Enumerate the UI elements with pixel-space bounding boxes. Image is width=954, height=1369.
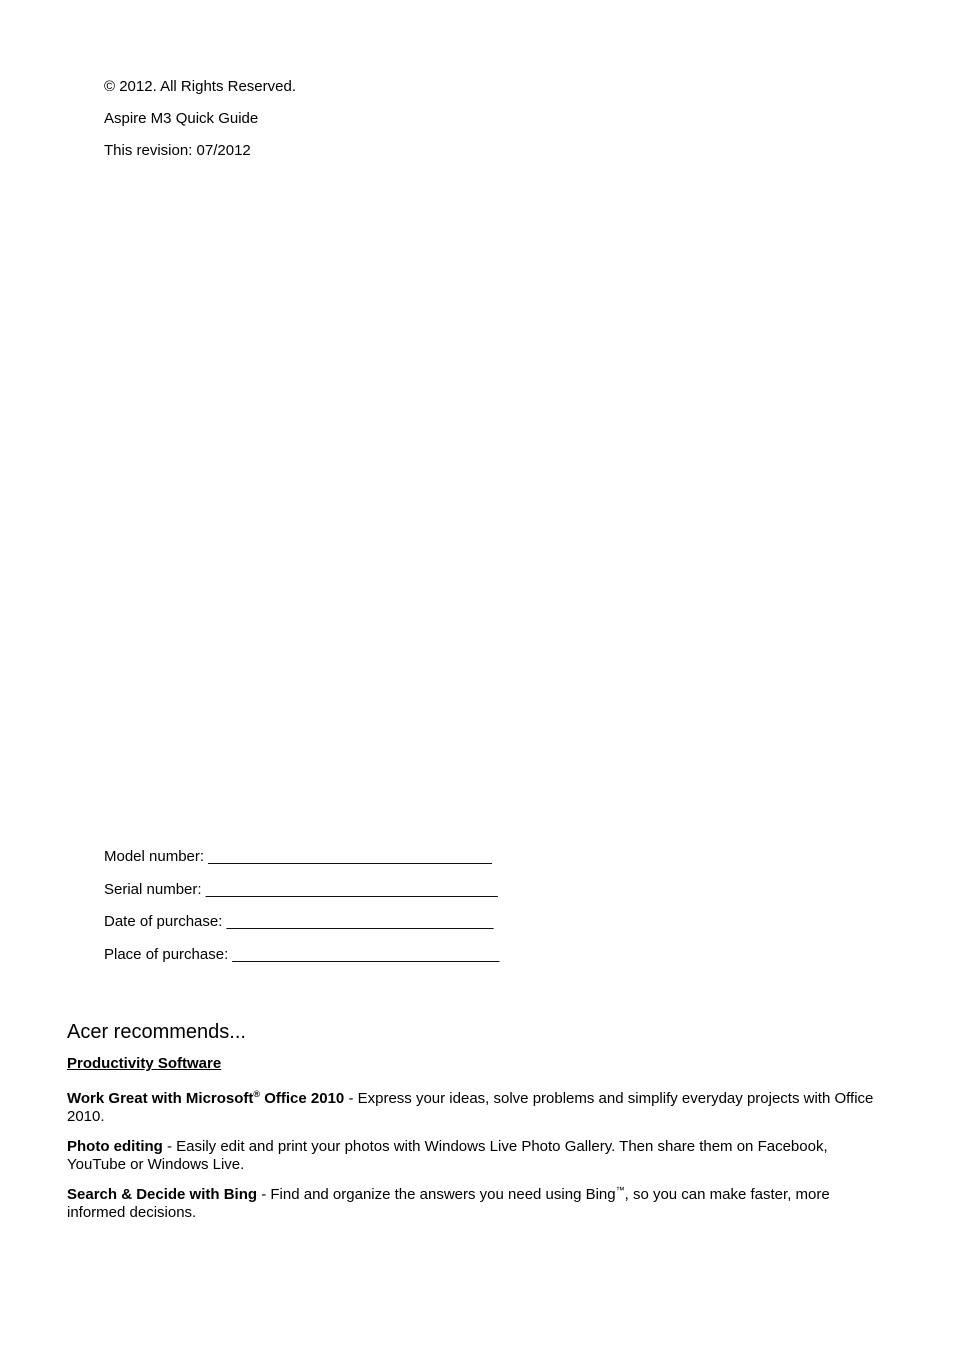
model-number-field: Model number: __________________________________ [104, 848, 492, 865]
copyright-notice: © 2012. All Rights Reserved. [104, 78, 296, 95]
registered-mark: ® [253, 1089, 261, 1099]
recommendation-text: - Express your ideas, solve problems and simplify everyday projects with Office 2010. [67, 1090, 874, 1125]
recommendations-heading: Acer recommends... [67, 1021, 246, 1043]
imprint-block [104, 78, 296, 174]
recommendation-bing: Search & Decide with Bing - Find and organize the answers you need using Bing™, so you can make faster, more informed decisions. [67, 1185, 830, 1221]
recommendation-text: - Find and organize the answers you need using Bing [257, 1186, 616, 1203]
recommendation-title: Search & Decide with Bing [67, 1186, 258, 1203]
guide-title: Aspire M3 Quick Guide [104, 110, 259, 127]
recommendation-title: Photo editing [67, 1138, 163, 1155]
place-of-purchase-field: Place of purchase: ________________________________ [104, 945, 500, 963]
trademark-mark: ™ [615, 1185, 625, 1195]
serial-number-field: Serial number: ___________________________________ [104, 880, 498, 898]
recommendation-photo-editing [67, 1138, 887, 1174]
recommendations-section [67, 1019, 887, 1234]
purchase-record-block [104, 848, 499, 978]
productivity-software-heading: Productivity Software [67, 1055, 222, 1072]
revision-date: This revision: 07/2012 [104, 142, 251, 159]
recommendation-office [67, 1090, 887, 1126]
recommendation-title: Work Great with Microsoft® Office 2010 [67, 1089, 345, 1107]
date-of-purchase-field: Date of purchase: ________________________________ [104, 913, 494, 930]
recommendation-text: - Easily edit and print your photos with Windows Live Photo Gallery. Then share them on Facebook, YouTube or Windows Live. [67, 1138, 828, 1173]
